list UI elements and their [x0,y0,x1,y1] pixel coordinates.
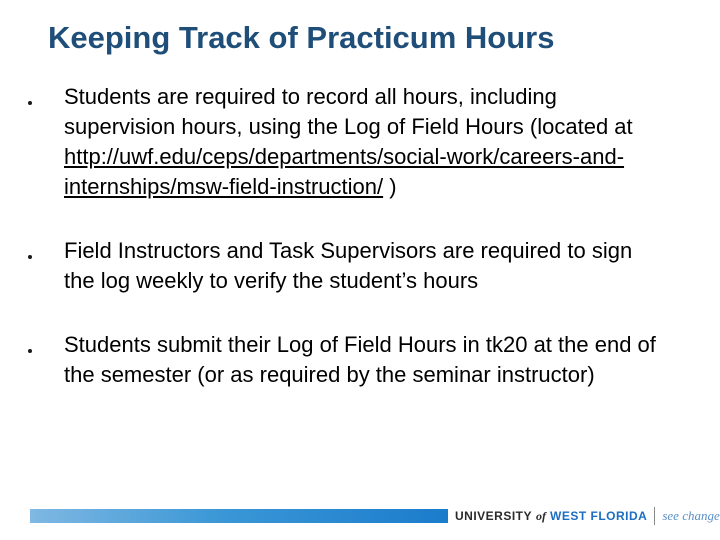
logo-divider [654,507,655,525]
logo-west-florida-text: WEST FLORIDA [550,509,648,523]
log-of-field-hours-link[interactable]: http://uwf.edu/ceps/departments/social-work/careers-and-internships/msw-field-instruction/ [64,144,625,199]
uwf-logo [455,505,720,527]
bullet-item-record-hours [26,82,666,202]
bullet-dot-icon [28,349,32,353]
bullet-item-sign-log [26,236,666,296]
bullet-text-end: ) [383,174,397,199]
bullet-list [26,82,666,390]
bullet-dot-icon [28,255,32,259]
bullet-dot-icon [28,101,32,105]
logo-of-text: of [536,508,547,523]
bullet-item-submit-log [26,330,666,390]
bullet-text: Field Instructors and Task Supervisors are required to sign the log weekly to verify the student’s hours [64,238,633,293]
slide-title: Keeping Track of Practicum Hours [48,20,555,55]
footer-accent-bar [30,509,448,523]
logo-university-text: UNIVERSITY [455,509,533,523]
bullet-text: Students submit their Log of Field Hours in tk20 at the end of the semester (or as required by the seminar instructor) [64,332,656,387]
bullet-text: Students are required to record all hours, including supervision hours, using the Log of Field Hours (located at [64,84,633,139]
logo-tagline: see change [662,508,720,523]
